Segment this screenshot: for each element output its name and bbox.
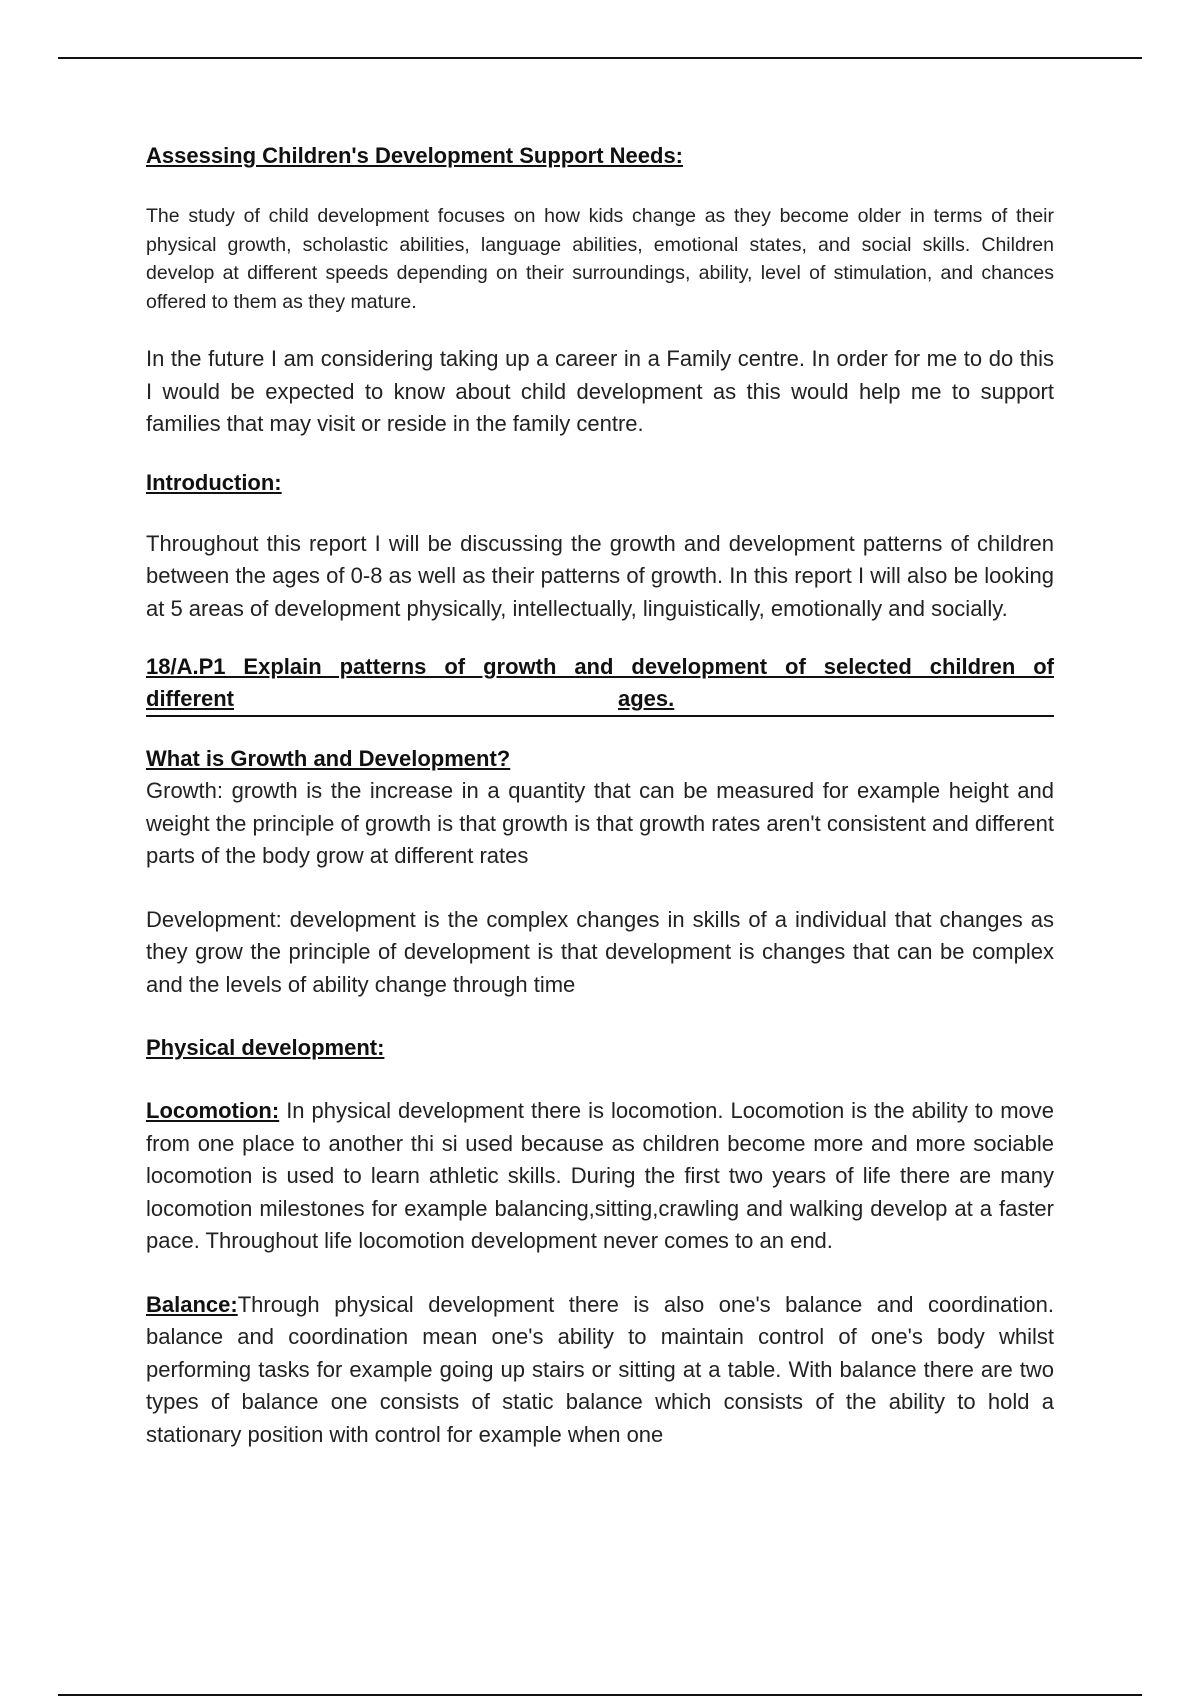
development-paragraph: Development: development is the complex changes in skills of a individual that changes as they grow the principle of development is that development is changes that can be complex and the levels of ability change through time bbox=[146, 906, 1054, 997]
locomotion-paragraph bbox=[146, 1095, 1054, 1258]
locomotion-label: Locomotion: bbox=[146, 1098, 280, 1123]
objective-heading bbox=[146, 651, 1054, 717]
objective-line: 18/A.P1 Explain patterns of growth and development of selected children of bbox=[146, 654, 1054, 679]
objective-line-2 bbox=[146, 683, 1054, 717]
growth-paragraph: Growth: growth is the increase in a quantity that can be measured for example height and weight the principle of growth is that growth is that growth rates aren't consistent and different parts of the body grow at different rates bbox=[146, 778, 1054, 868]
document-body bbox=[146, 140, 1054, 1451]
balance-paragraph bbox=[146, 1289, 1054, 1452]
header-rule bbox=[58, 57, 1142, 59]
growth-development-heading: What is Growth and Development? bbox=[146, 746, 511, 771]
balance-text: Through physical development there is also one's balance and coordination. balance and coordination mean one's ability to maintain control of one's body whilst performing tasks for example going up stairs or sitting at a table. With balance there are two types of balance one consists of static balance which consists of the ability to hold a stationary position with control for example when one bbox=[146, 1291, 1054, 1447]
introduction-heading: Introduction: bbox=[146, 469, 282, 495]
objective-word-different: different bbox=[146, 686, 234, 711]
balance-label: Balance: bbox=[146, 1291, 238, 1317]
footer-rule bbox=[58, 1694, 1142, 1696]
introduction-paragraph: Throughout this report I will be discussing the growth and development patterns of children between the ages of 0-8 as well as their patterns of growth. In this report I will also be looking at 5 areas of development physically, intellectually, linguistically, emotionally and socially. bbox=[146, 530, 1054, 621]
document-title: Assessing Children's Development Support Needs: bbox=[146, 143, 684, 168]
career-paragraph: In the future I am considering taking up a career in a Family centre. In order for me to do this I would be expected to know about child development as this would help me to support families that may visit or reside in the family centre. bbox=[146, 346, 1054, 436]
physical-development-heading: Physical development: bbox=[146, 1035, 385, 1060]
objective-word-ages: ages. bbox=[618, 686, 675, 711]
intro-paragraph: The study of child development focuses on how kids change as they become older in terms of their physical growth, scholastic abilities, language abilities, emotional states, and social skills. Children develop at different speeds depending on their surroundings, ability, level of stimulation, and chances offered to them as they mature. bbox=[146, 205, 1054, 313]
locomotion-text: In physical development there is locomotion. Locomotion is the ability to move from one place to another thi si used because as children become more and more sociable locomotion is used to learn athletic skills. During the first two years of life there are many locomotion milestones for example balancing,sitting,crawling and walking develop at a faster pace. Throughout life locomotion development never comes to an end. bbox=[146, 1098, 1054, 1253]
